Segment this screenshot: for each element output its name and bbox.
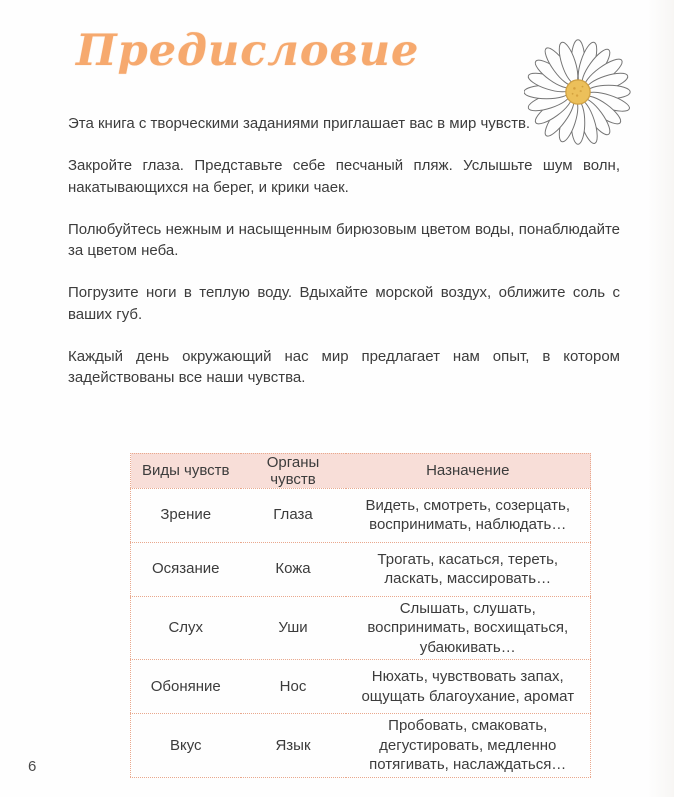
paragraph: Каждый день окружающий нас мир предлагает нам опыт, в котором задействованы все наши чувства.: [68, 348, 620, 387]
cell-sense: Обоняние: [131, 660, 241, 714]
header-sense-organs: Органы чувств: [241, 453, 346, 488]
cell-sense: Слух: [131, 596, 241, 660]
senses-table-container: [130, 453, 590, 778]
cell-organ: Язык: [241, 714, 346, 778]
cell-organ: Уши: [241, 596, 346, 660]
cell-sense: Зрение: [131, 488, 241, 542]
paragraph: Эта книга с творческими заданиями приглашает вас в мир чувств.: [68, 115, 531, 132]
senses-table: [130, 453, 591, 778]
page-title: Предисловие: [76, 26, 420, 76]
table-row: [131, 488, 591, 542]
table-row: [131, 596, 591, 660]
cell-purpose: Пробовать, смаковать, дегустировать, медленно потягивать, наслаждаться…: [346, 714, 591, 778]
header-sense-types: Виды чувств: [131, 453, 241, 488]
cell-purpose: Нюхать, чувствовать запах, ощущать благоухание, аромат: [346, 660, 591, 714]
paragraph: Полюбуйтесь нежным и насыщенным бирюзовым цветом воды, понаблюдайте за цветом неба.: [68, 220, 620, 260]
cell-organ: Кожа: [241, 542, 346, 596]
page-number: 6: [28, 758, 37, 775]
table-header-row: [131, 453, 591, 488]
cell-purpose: Слышать, слушать, воспринимать, восхищаться, убаюкивать…: [346, 596, 591, 660]
header-purpose: Назначение: [346, 453, 591, 488]
cell-organ: Глаза: [241, 488, 346, 542]
table-row: [131, 714, 591, 778]
preface-text-block: [68, 113, 620, 778]
cell-purpose: Трогать, касаться, тереть, ласкать, массировать…: [346, 542, 591, 596]
table-row: [131, 660, 591, 714]
paragraph: Погрузите ноги в теплую воду. Вдыхайте морской воздух, оближите соль с ваших губ.: [68, 284, 620, 323]
cell-purpose: Видеть, смотреть, созерцать, воспринимать, наблюдать…: [346, 488, 591, 542]
cell-organ: Нос: [241, 660, 346, 714]
paragraph: Закройте глаза. Представьте себе песчаный пляж. Услышьте шум волн, накатывающихся на берег, и крики чаек.: [68, 157, 620, 196]
cell-sense: Осязание: [131, 542, 241, 596]
cell-sense: Вкус: [131, 714, 241, 778]
table-row: [131, 542, 591, 596]
